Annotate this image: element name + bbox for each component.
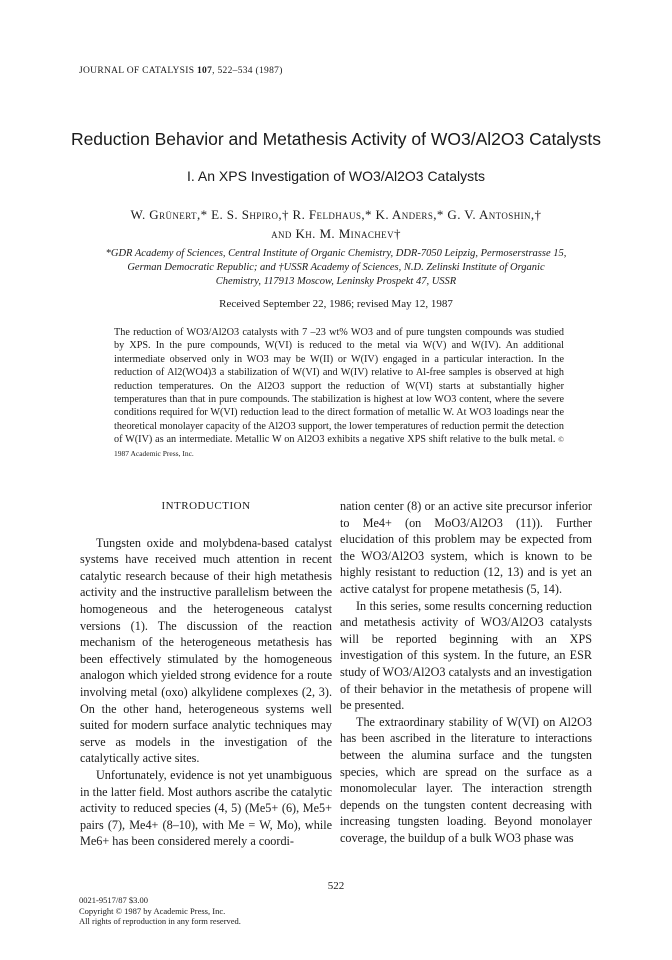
received-dates: Received September 22, 1986; revised May 12, 1987 <box>219 298 453 310</box>
journal-header <box>79 66 283 76</box>
journal-name: JOURNAL OF CATALYSIS <box>79 66 195 76</box>
author-line-2: and Kh. M. Minachev† <box>271 226 401 241</box>
article-title: Reduction Behavior and Metathesis Activity of WO3/Al2O3 Catalysts <box>70 129 602 149</box>
paragraph: Tungsten oxide and molybdena-based catalyst systems have received much attention in recent catalytic research because of their high metathesis activity and the instructive parallelism between the homogeneous and the heterogeneous catalyst versions (1). The discussion of the reaction mechanism of the heterogeneous metathesis has been effectively stimulated by the homogeneous analogon which yielded strong evidence for a route involving metal (oxo) alkylidene complexes (2, 3). On the other hand, heterogeneous systems well suited for modern surface analytic techniques may serve as models in the investigation of the catalytically active sites. <box>80 535 332 766</box>
author-list <box>60 205 612 243</box>
journal-volume: 107 <box>197 66 213 76</box>
abstract-text: The reduction of WO3/Al2O3 catalysts with 7 –23 wt% WO3 and of pure tungsten compounds was studied by XPS. In the pure compounds, W(VI) is reduced to the metal via W(V) and W(IV). An additional intermediate observed only in WO3 may be W(II) or W(IV) engaged in a particular interaction. In the reduction of Al2(WO4)3 a stabilization of W(VI) and W(IV) relative to Al-free samples is observed at high reduction temperatures. On the Al2O3 support the reduction of W(VI) starts at substantially higher temperatures than that in pure compounds. The stabilization is highest at low WO3 content, where the severe conditions required for W(VI) reduction lead to the direct formation of metallic W. At WO3 loadings near the theoretical monolayer capacity of the Al2O3 support, the lower temperatures of reduction permit the detection of W(IV) as an intermediate. Metallic W on Al2O3 exhibits a negative XPS shift relative to the bulk metal. <box>114 327 564 446</box>
affiliation-line-1: *GDR Academy of Sciences, Central Institute of Organic Chemistry, DDR-7050 Leipzig, Permoserstrasse 15, <box>105 248 567 259</box>
right-column <box>340 498 592 846</box>
page-number: 522 <box>327 880 345 892</box>
affiliation <box>58 247 614 289</box>
author-line-1: W. Grünert,* E. S. Shpiro,† R. Feldhaus,* K. Anders,* G. V. Antoshin,† <box>130 207 542 222</box>
footer <box>79 895 241 927</box>
paragraph: In this series, some results concerning reduction and metathesis activity of WO3/Al2O3 catalysts will be reported beginning with an XPS investigation of this system. In the future, an ESR study of WO3/Al2O3 catalysts and an investigation of their behavior in the metathesis of propene will be presented. <box>340 598 592 713</box>
left-column <box>80 498 332 850</box>
paragraph: nation center (8) or an active site precursor inferior to Me4+ (on MoO3/Al2O3 (11)). Further elucidation of this problem may be expected from the WO3/Al2O3 system, which is known to be highly resistant to reduction (12, 13) and is yet an active catalyst for propene metathesis (5, 14). <box>340 499 592 596</box>
abstract <box>114 326 564 460</box>
article-subtitle: I. An XPS Investigation of WO3/Al2O3 Catalysts <box>186 168 486 184</box>
affiliation-line-2: German Democratic Republic; and †USSR Academy of Sciences, N.D. Zelinski Institute of Organic <box>127 262 545 273</box>
affiliation-line-3: Chemistry, 117913 Moscow, Leninsky Prospekt 47, USSR <box>215 276 457 287</box>
footer-rights: All rights of reproduction in any form reserved. <box>79 916 241 926</box>
footer-copyright: Copyright © 1987 by Academic Press, Inc. <box>79 905 226 916</box>
paragraph: Unfortunately, evidence is not yet unambiguous in the latter field. Most authors ascribe the catalytic activity to reduced species (4, 5) (Me5+ (6), Me5+ pairs (7), Me4+ (8–10), with Me = W, Mo), while Me6+ has been considered merely a coordi- <box>80 767 332 849</box>
section-heading: INTRODUCTION <box>161 500 251 512</box>
paragraph: The extraordinary stability of W(VI) on Al2O3 has been ascribed in the literature to interactions between the alumina surface and the tungsten species, which are spread on the surface as a monomolecular layer. The interaction strength depends on the tungsten content decreasing with increasing tungsten loading. Beyond monolayer coverage, the buildup of a bulk WO3 phase was <box>340 714 592 845</box>
journal-pages: , 522–534 (1987) <box>212 66 283 76</box>
footer-code: 0021-9517/87 $3.00 <box>79 895 148 905</box>
abstract-copyright: © 1987 Academic Press, Inc. <box>114 435 564 458</box>
